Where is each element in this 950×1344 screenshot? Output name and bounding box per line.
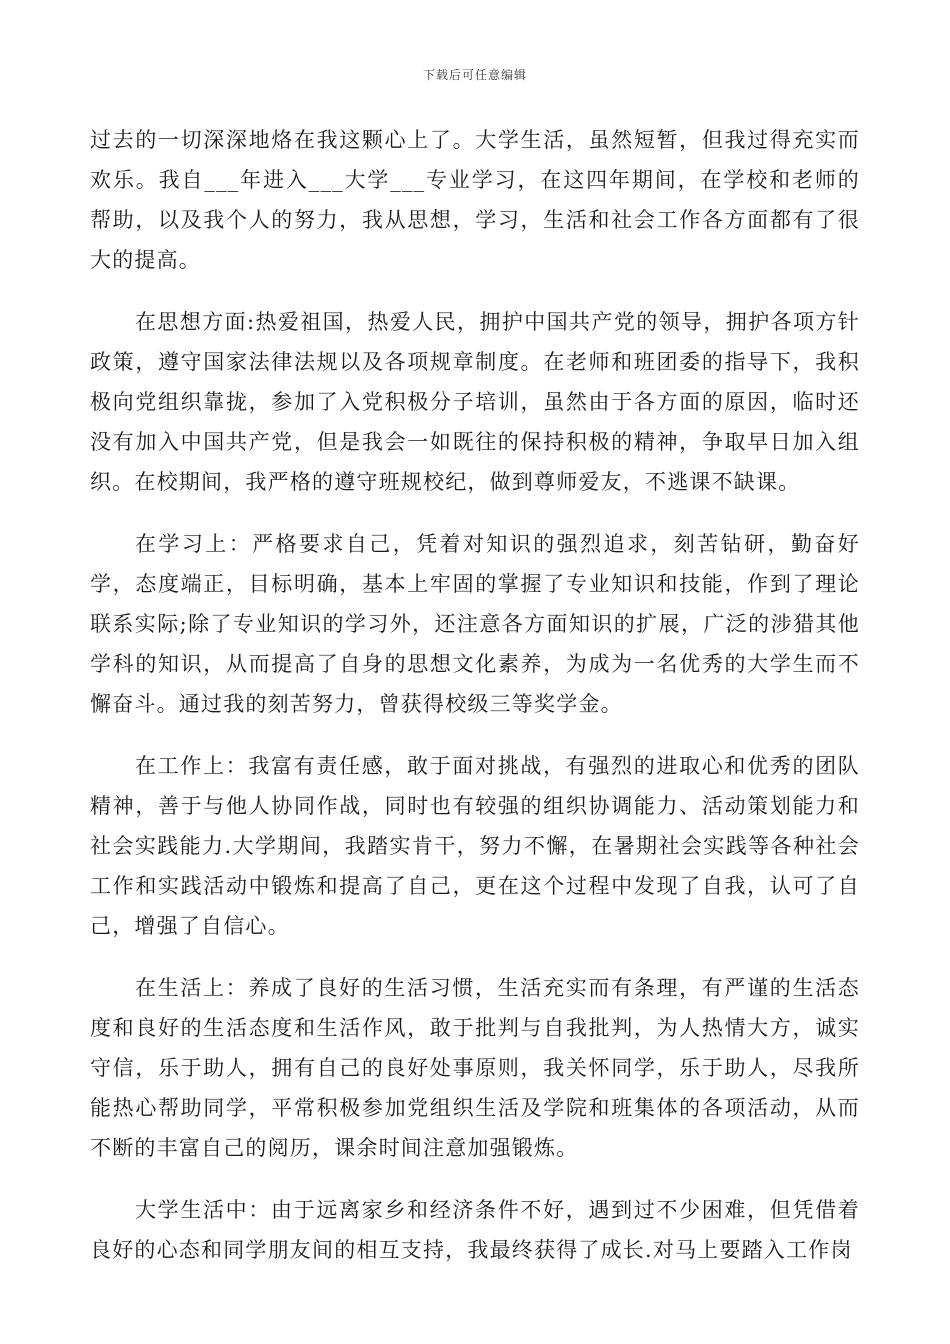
- paragraph-intro: 过去的一切深深地烙在我这颗心上了。大学生活，虽然短暂，但我过得充实而欢乐。我自___年进入___大学___专业学习，在这四年期间，在学校和老师的帮助，以及我个人的努力，我从思想，学习，生活和社会工作各方面都有了很大的提高。: [90, 128, 860, 272]
- paragraph-study: 在学习上：严格要求自己，凭着对知识的强烈追求，刻苦钻研，勤奋好学，态度端正，目标明确，基本上牢固的掌握了专业知识和技能，作到了理论联系实际;除了专业知识的学习外，还注意各方面知识的扩展，广泛的涉猎其他学科的知识，从而提高了自身的思想文化素养，为成为一名优秀的大学生而不懈奋斗。通过我的刻苦努力，曾获得校级三等奖学金。: [90, 532, 860, 716]
- page-header: 下载后可任意编辑: [422, 68, 527, 82]
- paragraph-work: 在工作上：我富有责任感，敢于面对挑战，有强烈的进取心和优秀的团队精神，善于与他人协同作战，同时也有较强的组织协调能力、活动策划能力和社会实践能力.大学期间，我踏实肯干，努力不懈，在暑期社会实践等各种社会工作和实践活动中锻炼和提高了自己，更在这个过程中发现了自我，认可了自己，增强了自信心。: [90, 754, 860, 938]
- paragraph-college-life: 大学生活中：由于远离家乡和经济条件不好，遇到过不少困难，但凭借着良好的心态和同学朋友间的相互支持，我最终获得了成长.对马上要踏入工作岗: [90, 1198, 860, 1262]
- document-body: [90, 120, 860, 1292]
- paragraph-thought: 在思想方面:热爱祖国，热爱人民，拥护中国共产党的领导，拥护各项方针政策，遵守国家法律法规以及各项规章制度。在老师和班团委的指导下，我积极向党组织靠拢，参加了入党积极分子培训，虽然由于各方面的原因，临时还没有加入中国共产党，但是我会一如既往的保持积极的精神，争取早日加入组织。在校期间，我严格的遵守班规校纪，做到尊师爱友，不逃课不缺课。: [90, 310, 860, 494]
- paragraph-life: 在生活上：养成了良好的生活习惯，生活充实而有条理，有严谨的生活态度和良好的生活态度和生活作风，敢于批判与自我批判，为人热情大方，诚实守信，乐于助人，拥有自己的良好处事原则，我关怀同学，乐于助人，尽我所能热心帮助同学，平常积极参加党组织生活及学院和班集体的各项活动，从而不断的丰富自己的阅历，课余时间注意加强锻炼。: [90, 976, 860, 1160]
